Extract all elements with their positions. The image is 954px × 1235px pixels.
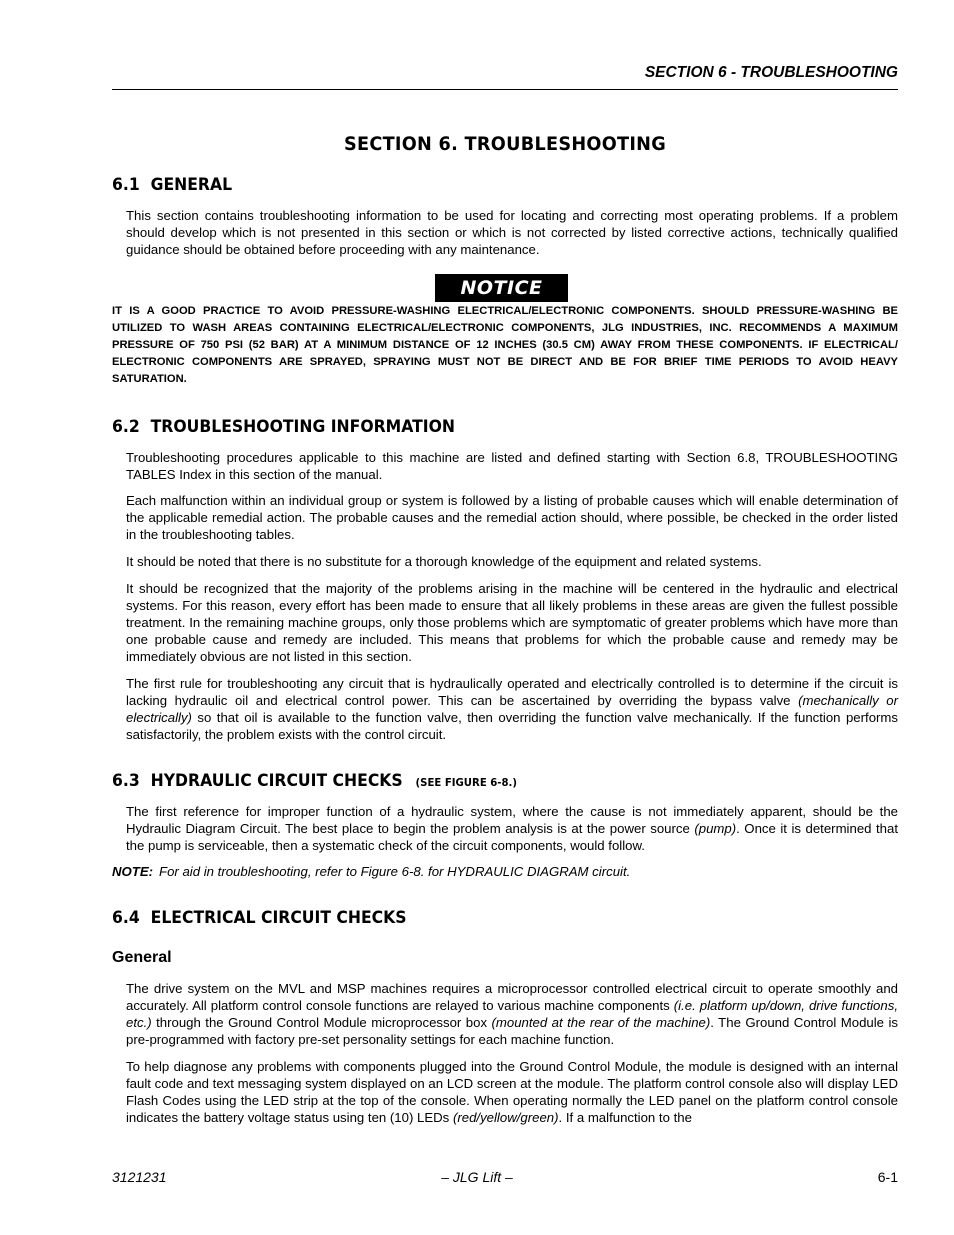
paragraph-electrical-1: The drive system on the MVL and MSP machines requires a microprocessor controlled electrical circuit to operate smoothly and accurately. All platform control console functions are relayed to various machine components (i.e. platform up/down, drive functions, etc.) through the Ground Control Module microprocessor box (mounted at the rear of the machine). The Ground Control Module is pre-programmed with factory pre-set personality settings for each machine function. (126, 981, 898, 1047)
paragraph-ts-5: The first rule for troubleshooting any circuit that is hydraulically operated and electrically controlled is to determine if the circuit is lacking hydraulic oil and electrical control power. This can be ascertained by overriding the bypass valve (mechanically or electrically) so that oil is available to the function valve, then overriding the function valve mechanically. If the function performs satisfactorily, the problem exists with the control circuit. (126, 676, 899, 742)
footer-page-number: 6-1 (877, 1169, 898, 1185)
header-rule (112, 89, 898, 90)
heading-number: 6.3 (112, 771, 140, 791)
notice-text: IT IS A GOOD PRACTICE TO AVOID PRESSURE-WASHING ELECTRICAL/ELECTRONIC COMPONENTS. SHOULD PRESSURE-WASHING BE UTILIZED TO WASH AREAS CONTAINING ELECTRICAL/ELECTRONIC COMPONENTS, JLG INDUSTRIES, INC. RECOMMENDS A MAXIMUM PRESSURE OF 750 PSI (52 BAR) AT A MINIMUM DISTANCE OF 12 INCHES (30.5 CM) AWAY FROM THESE COMPONENTS. IF ELECTRICAL/ ELECTRONIC COMPONENTS ARE SPRAYED, SPRAYING MUST NOT BE DIRECT AND BE FOR BRIEF TIME PERIODS TO AVOID HEAVY SATURATION. (112, 305, 898, 385)
footer-brand: – JLG Lift – (441, 1169, 513, 1185)
heading-6-1 (112, 175, 232, 195)
heading-number: 6.1 (112, 175, 140, 195)
paragraph-ts-4: It should be recognized that the majority of the problems arising in the machine will be centered in the hydraulic and electrical systems. For this reason, every effort has been made to ensure that all likely problems in these areas are given the fullest possible treatment. In the remaining machine groups, only those problems which are symptomatic of greater problems which have more than one probable cause and remedy are included. This means that problems for which the probable cause and remedy may be immediately obvious are not listed in this section. (126, 581, 898, 664)
section-title: SECTION 6. TROUBLESHOOTING (343, 133, 667, 155)
note-label: NOTE: (112, 864, 154, 879)
footer-doc-number: 3121231 (112, 1169, 167, 1185)
paragraph-ts-3: It should be noted that there is no substitute for a thorough knowledge of the equipment and related systems. (126, 554, 762, 569)
heading-number: 6.4 (112, 908, 140, 928)
figure-reference: (SEE FIGURE 6-8.) (415, 776, 518, 789)
paragraph-hydraulic: The first reference for improper function of a hydraulic system, where the cause is not immediately apparent, should be the Hydraulic Diagram Circuit. The best place to begin the problem analysis is at the power source (pump). Once it is determined that the pump is serviceable, then a systematic check of the circuit components, would follow. (126, 804, 899, 853)
paragraph-ts-1: Troubleshooting procedures applicable to this machine are listed and defined starting with Section 6.8, TROUBLESHOOTING TABLES Index in this section of the manual. (126, 450, 898, 482)
running-header: SECTION 6 - TROUBLESHOOTING (644, 64, 898, 81)
heading-title: ELECTRICAL CIRCUIT CHECKS (150, 908, 407, 928)
heading-title: HYDRAULIC CIRCUIT CHECKS (150, 771, 403, 791)
heading-6-4 (112, 908, 407, 928)
note-text: For aid in troubleshooting, refer to Figure 6-8. for HYDRAULIC DIAGRAM circuit. (159, 864, 631, 879)
paragraph-ts-2: Each malfunction within an individual group or system is followed by a listing of probable causes which will enable determination of the applicable remedial action. The probable causes and the remedial action should, where possible, be checked in the order listed in the troubleshooting tables. (126, 493, 898, 542)
heading-6-2 (112, 417, 455, 437)
note (112, 864, 898, 879)
heading-6-3 (112, 771, 517, 791)
heading-title: GENERAL (150, 175, 233, 195)
subheading-general: General (112, 949, 172, 966)
heading-number: 6.2 (112, 417, 140, 437)
notice-label: NOTICE (435, 274, 568, 302)
heading-title: TROUBLESHOOTING INFORMATION (150, 417, 455, 437)
paragraph-electrical-2: To help diagnose any problems with components plugged into the Ground Control Module, the module is designed with an internal fault code and text messaging system displayed on an LCD screen at the module. The platform control console also will display LED Flash Codes using the LED strip at the top of the console. When operating normally the LED panel on the platform control console indicates the battery voltage status using ten (10) LEDs (red/yellow/green). If a malfunction to the (126, 1059, 898, 1125)
paragraph-general: This section contains troubleshooting information to be used for locating and correcting most operating problems. If a problem should develop which is not presented in this section or which is not corrected by listed corrective actions, technically qualified guidance should be obtained before proceeding with any maintenance. (126, 208, 898, 257)
